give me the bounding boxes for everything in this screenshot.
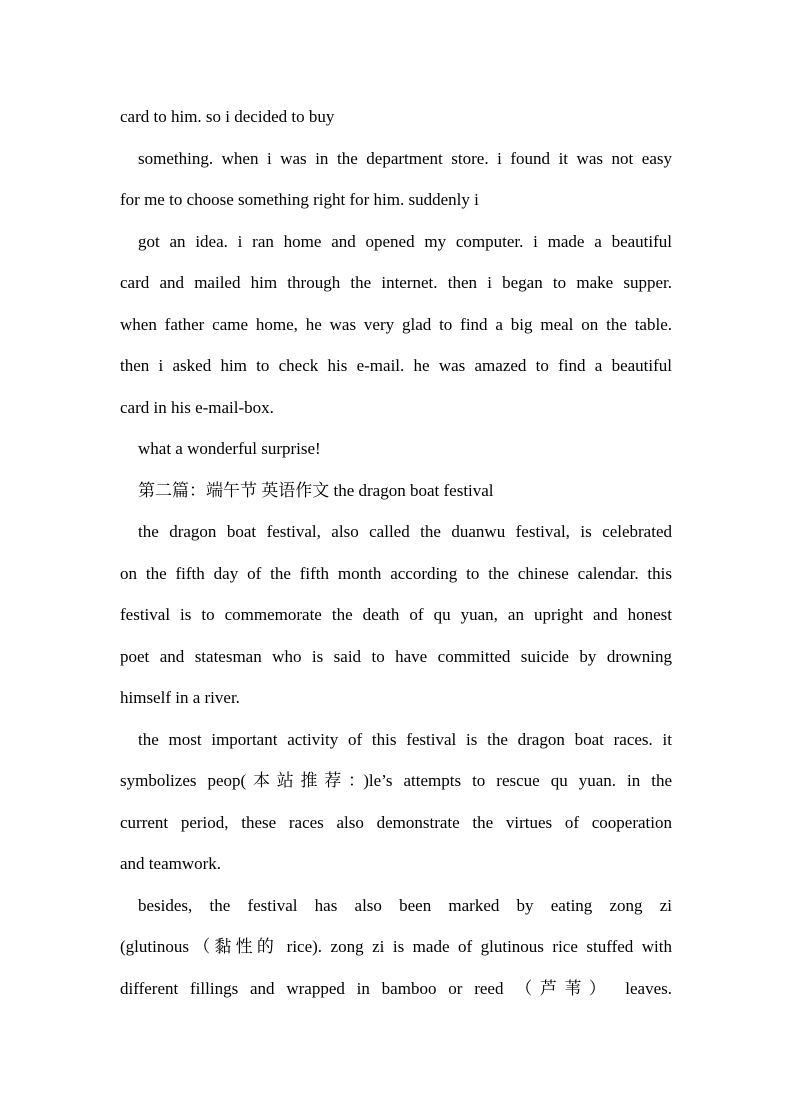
text-line: card in his e-mail-box. <box>120 398 274 417</box>
text-line: symbolizes peop(本站推荐：)le’s attempts to rescue qu yuan. in the <box>120 771 672 790</box>
text-line: then i asked him to check his e-mail. he was amazed to find a beautiful <box>120 356 672 375</box>
text-line: the dragon boat festival, also called the duanwu festival, is celebrated <box>138 522 672 541</box>
text-line: card and mailed him through the internet. then i began to make supper. <box>120 273 672 292</box>
text-line: the most important activity of this festival is the dragon boat races. it <box>138 730 672 749</box>
text-line: and teamwork. <box>120 854 222 873</box>
section-heading: 第二篇：端午节 英语作文 the dragon boat festival <box>138 481 494 500</box>
text-line: when father came home, he was very glad to find a big meal on the table. <box>120 315 672 334</box>
text-line: for me to choose something right for him. suddenly i <box>120 190 479 209</box>
text-line: something. when i was in the department store. i found it was not easy <box>138 149 672 168</box>
text-line: on the fifth day of the fifth month according to the chinese calendar. this <box>120 564 672 583</box>
text-line: current period, these races also demonstrate the virtues of cooperation <box>120 813 672 832</box>
text-line: (glutinous（黏性的 rice). zong zi is made of glutinous rice stuffed with <box>120 937 672 956</box>
text-line: different fillings and wrapped in bamboo or reed （芦苇） leaves. <box>120 979 672 998</box>
text-line: poet and statesman who is said to have committed suicide by drowning <box>120 647 672 666</box>
text-line: himself in a river. <box>120 688 240 707</box>
text-line: card to him. so i decided to buy <box>120 107 335 126</box>
text-line: besides, the festival has also been marked by eating zong zi <box>138 896 672 915</box>
text-line: got an idea. i ran home and opened my computer. i made a beautiful <box>138 232 672 251</box>
text-line: festival is to commemorate the death of qu yuan, an upright and honest <box>120 605 672 624</box>
text-line: what a wonderful surprise! <box>138 439 321 458</box>
